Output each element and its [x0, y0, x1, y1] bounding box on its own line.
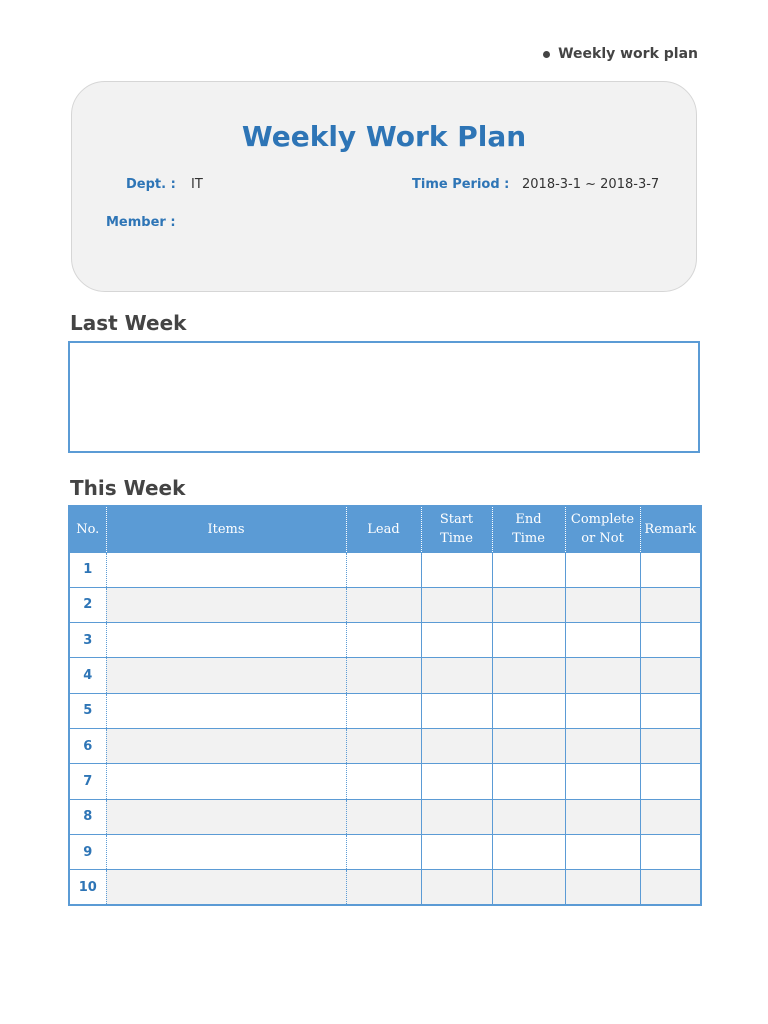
cell-lead[interactable]	[346, 764, 421, 799]
table-row	[69, 728, 701, 763]
cell-complete[interactable]	[565, 728, 640, 763]
cell-start-time[interactable]	[421, 870, 492, 905]
cell-items[interactable]	[106, 658, 346, 693]
cell-lead[interactable]	[346, 834, 421, 869]
cell-items[interactable]	[106, 693, 346, 728]
dept-value[interactable]: IT	[191, 177, 203, 192]
cell-lead[interactable]	[346, 799, 421, 834]
row-number: 9	[69, 834, 106, 869]
table-row	[69, 552, 701, 587]
cell-end-time[interactable]	[492, 587, 565, 622]
cell-remark[interactable]	[640, 834, 701, 869]
cell-complete[interactable]	[565, 552, 640, 587]
column-header-lead: Lead	[346, 506, 421, 552]
member-label: Member :	[106, 215, 176, 230]
dept-label: Dept. :	[126, 177, 176, 192]
cell-complete[interactable]	[565, 870, 640, 905]
cell-lead[interactable]	[346, 587, 421, 622]
cell-items[interactable]	[106, 799, 346, 834]
cell-start-time[interactable]	[421, 728, 492, 763]
column-header-items: Items	[106, 506, 346, 552]
row-number: 2	[69, 587, 106, 622]
table-row	[69, 623, 701, 658]
cell-remark[interactable]	[640, 764, 701, 799]
cell-remark[interactable]	[640, 693, 701, 728]
column-header-complete: Complete or Not	[565, 506, 640, 552]
row-number: 1	[69, 552, 106, 587]
document-tag	[543, 46, 698, 62]
cell-end-time[interactable]	[492, 870, 565, 905]
cell-remark[interactable]	[640, 623, 701, 658]
cell-start-time[interactable]	[421, 658, 492, 693]
page-title: Weekly Work Plan	[241, 120, 527, 153]
document-tag-text: Weekly work plan	[558, 46, 698, 62]
row-number: 7	[69, 764, 106, 799]
cell-end-time[interactable]	[492, 658, 565, 693]
table-row	[69, 870, 701, 905]
cell-complete[interactable]	[565, 587, 640, 622]
cell-start-time[interactable]	[421, 693, 492, 728]
row-number: 4	[69, 658, 106, 693]
cell-end-time[interactable]	[492, 728, 565, 763]
row-number: 5	[69, 693, 106, 728]
cell-complete[interactable]	[565, 658, 640, 693]
row-number: 8	[69, 799, 106, 834]
cell-remark[interactable]	[640, 799, 701, 834]
cell-remark[interactable]	[640, 552, 701, 587]
cell-items[interactable]	[106, 834, 346, 869]
cell-lead[interactable]	[346, 658, 421, 693]
cell-end-time[interactable]	[492, 834, 565, 869]
table-row	[69, 658, 701, 693]
table-header-row	[69, 506, 701, 552]
cell-start-time[interactable]	[421, 764, 492, 799]
cell-complete[interactable]	[565, 834, 640, 869]
cell-start-time[interactable]	[421, 552, 492, 587]
cell-remark[interactable]	[640, 728, 701, 763]
cell-items[interactable]	[106, 587, 346, 622]
cell-remark[interactable]	[640, 870, 701, 905]
column-header-start-time: Start Time	[421, 506, 492, 552]
cell-complete[interactable]	[565, 764, 640, 799]
cell-remark[interactable]	[640, 658, 701, 693]
cell-items[interactable]	[106, 728, 346, 763]
cell-lead[interactable]	[346, 623, 421, 658]
last-week-box[interactable]	[68, 341, 700, 453]
table-row	[69, 587, 701, 622]
row-number: 3	[69, 623, 106, 658]
last-week-title: Last Week	[70, 311, 187, 335]
this-week-title: This Week	[70, 476, 186, 500]
cell-start-time[interactable]	[421, 799, 492, 834]
table-row	[69, 799, 701, 834]
cell-complete[interactable]	[565, 799, 640, 834]
column-header-remark: Remark	[640, 506, 701, 552]
row-number: 10	[69, 870, 106, 905]
cell-start-time[interactable]	[421, 834, 492, 869]
cell-lead[interactable]	[346, 870, 421, 905]
period-label: Time Period :	[412, 177, 510, 192]
cell-end-time[interactable]	[492, 552, 565, 587]
cell-end-time[interactable]	[492, 764, 565, 799]
cell-end-time[interactable]	[492, 623, 565, 658]
cell-items[interactable]	[106, 870, 346, 905]
cell-remark[interactable]	[640, 587, 701, 622]
cell-start-time[interactable]	[421, 587, 492, 622]
bullet-icon	[543, 51, 550, 58]
cell-end-time[interactable]	[492, 799, 565, 834]
cell-end-time[interactable]	[492, 693, 565, 728]
header-card	[71, 81, 697, 292]
table-row	[69, 693, 701, 728]
cell-items[interactable]	[106, 552, 346, 587]
row-number: 6	[69, 728, 106, 763]
table-body	[69, 552, 701, 905]
cell-items[interactable]	[106, 764, 346, 799]
cell-lead[interactable]	[346, 552, 421, 587]
column-header-end-time: End Time	[492, 506, 565, 552]
this-week-table	[68, 505, 702, 906]
table-row	[69, 834, 701, 869]
cell-complete[interactable]	[565, 623, 640, 658]
column-header-no: No.	[69, 506, 106, 552]
cell-lead[interactable]	[346, 693, 421, 728]
table-row	[69, 764, 701, 799]
cell-complete[interactable]	[565, 693, 640, 728]
period-value[interactable]: 2018-3-1 ~ 2018-3-7	[522, 177, 660, 192]
cell-lead[interactable]	[346, 728, 421, 763]
cell-items[interactable]	[106, 623, 346, 658]
cell-start-time[interactable]	[421, 623, 492, 658]
